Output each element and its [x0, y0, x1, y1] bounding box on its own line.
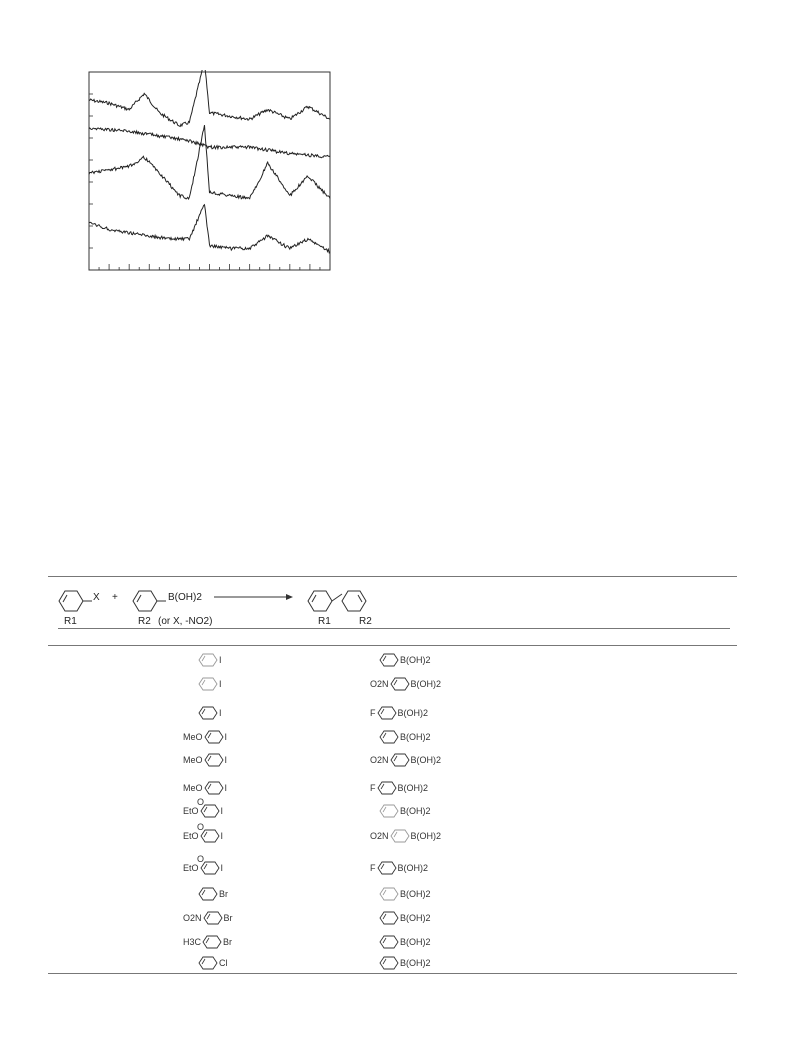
benzene-ring-icon [378, 955, 400, 971]
acid-ring [376, 707, 398, 717]
halide-right-substituent: I [224, 732, 228, 742]
halide-right-substituent: I [219, 708, 222, 718]
halide-structure [183, 854, 224, 876]
acid-right-substituent: B(OH)2 [410, 679, 442, 689]
series-line-2 [89, 128, 330, 158]
benzene-ring-icon [197, 886, 219, 902]
halide-structure [183, 780, 227, 796]
xrd-chart [80, 70, 336, 280]
plus-sign: + [112, 592, 118, 603]
acid-structure [378, 910, 431, 926]
acid-structure [378, 803, 431, 819]
benzene-ring-icon [378, 652, 400, 668]
biphenyl-product [304, 584, 384, 616]
boronic-acid-ring [126, 586, 168, 616]
benzene-ring-icon [197, 676, 219, 692]
acid-right-substituent: B(OH)2 [410, 755, 442, 765]
halide-structure [183, 822, 224, 844]
halide-structure [197, 886, 228, 902]
acid-right-substituent: B(OH)2 [400, 655, 431, 665]
acid-right-substituent: B(OH)2 [397, 863, 429, 873]
acid-ring [389, 678, 411, 688]
halide-ring [197, 957, 219, 967]
series-line-4 [89, 205, 330, 253]
halide-right-substituent: Br [223, 937, 233, 947]
acid-right-substituent: B(OH)2 [397, 783, 429, 793]
halide-ring [201, 936, 223, 946]
product-r1: R1 [318, 616, 331, 627]
halide-right-substituent: I [220, 863, 224, 873]
benzene-ring-icon [389, 676, 411, 692]
table-bottom-rule [48, 973, 737, 974]
acid-ring [378, 654, 400, 664]
benzene-ring-icon [197, 705, 219, 721]
halide-right-substituent: I [219, 655, 222, 665]
halide-ring [202, 912, 224, 922]
halide-right-substituent: Br [219, 889, 228, 899]
acid-structure [370, 676, 441, 692]
benzene-ring-icon [389, 752, 411, 768]
reaction-arrow [214, 592, 294, 602]
acid-left-substituent: O2N [370, 831, 389, 841]
halide-carbonyl-o: O [197, 854, 205, 864]
halide-structure [183, 934, 232, 950]
reactant2-boh2: B(OH)2 [168, 592, 202, 603]
acid-left-substituent: F [370, 783, 376, 793]
acid-structure [370, 860, 428, 876]
halide-right-substituent: Br [223, 913, 233, 923]
benzene-ring-icon [376, 860, 398, 876]
acid-right-substituent: B(OH)2 [400, 958, 431, 968]
acid-ring [378, 805, 400, 815]
halide-left-substituent: O2N [183, 913, 202, 923]
series-line-1 [89, 70, 330, 127]
acid-left-substituent: O2N [370, 755, 389, 765]
halide-right-substituent: Cl [219, 958, 228, 968]
halide-ring [197, 888, 219, 898]
reactant1-x: X [93, 592, 100, 603]
acid-right-substituent: B(OH)2 [410, 831, 442, 841]
halide-structure [183, 729, 227, 745]
acid-right-substituent: B(OH)2 [400, 732, 431, 742]
halide-ring [197, 654, 219, 664]
halide-right-substituent: I [220, 806, 224, 816]
acid-structure [370, 780, 428, 796]
halide-structure [183, 752, 227, 768]
acid-structure [378, 886, 431, 902]
halide-right-substituent: I [220, 831, 224, 841]
halide-ring [197, 678, 219, 688]
halide-left-substituent: MeO [183, 783, 203, 793]
aryl-halide-ring [52, 586, 92, 616]
halide-structure [183, 797, 224, 819]
acid-ring [376, 862, 398, 872]
halide-ring [203, 782, 225, 792]
halide-left-substituent: H3C [183, 937, 202, 947]
acid-ring [389, 754, 411, 764]
reactant1-r1: R1 [64, 616, 77, 627]
acid-structure [370, 705, 428, 721]
acid-ring [378, 936, 400, 946]
benzene-ring-icon [197, 955, 219, 971]
acid-right-substituent: B(OH)2 [400, 889, 431, 899]
reactant2-r2: R2 [138, 616, 151, 627]
benzene-ring-icon [376, 705, 398, 721]
halide-ring [203, 731, 225, 741]
benzene-ring-icon [378, 886, 400, 902]
halide-structure [197, 676, 222, 692]
halide-carbonyl-o: O [197, 797, 205, 807]
halide-structure [197, 955, 228, 971]
series-line-3 [89, 125, 330, 199]
benzene-ring-icon [202, 910, 224, 926]
halide-structure [197, 652, 222, 668]
halide-right-substituent: I [224, 783, 228, 793]
acid-ring [378, 912, 400, 922]
halide-structure [197, 705, 222, 721]
halide-left-substituent: EtO [183, 831, 199, 841]
acid-right-substituent: B(OH)2 [400, 913, 431, 923]
halide-ring [197, 707, 219, 717]
acid-structure [378, 729, 431, 745]
acid-left-substituent: O2N [370, 679, 389, 689]
benzene-ring-icon [389, 828, 411, 844]
acid-ring [378, 957, 400, 967]
reaction-scheme [48, 580, 737, 630]
acid-right-substituent: B(OH)2 [400, 806, 431, 816]
benzene-ring-icon [378, 934, 400, 950]
halide-carbonyl-o: O [197, 822, 205, 832]
halide-left-substituent: EtO [183, 863, 199, 873]
reactant2-note: (or X, -NO2) [158, 616, 213, 627]
scheme-bottom-rule [58, 628, 730, 629]
acid-left-substituent: F [370, 863, 376, 873]
halide-ring [203, 754, 225, 764]
benzene-ring-icon [203, 780, 225, 796]
benzene-ring-icon [378, 910, 400, 926]
table-top-rule [48, 576, 737, 577]
benzene-ring-icon [197, 652, 219, 668]
halide-left-substituent: EtO [183, 806, 199, 816]
benzene-ring-icon [201, 934, 223, 950]
acid-structure [378, 652, 431, 668]
acid-right-substituent: B(OH)2 [400, 937, 431, 947]
acid-ring [378, 731, 400, 741]
benzene-ring-icon [378, 803, 400, 819]
acid-structure [378, 955, 431, 971]
benzene-ring-icon [378, 729, 400, 745]
acid-structure [370, 752, 441, 768]
benzene-ring-icon [203, 752, 225, 768]
benzene-ring-icon [203, 729, 225, 745]
acid-structure [370, 828, 441, 844]
acid-right-substituent: B(OH)2 [397, 708, 429, 718]
acid-ring [389, 830, 411, 840]
halide-right-substituent: I [224, 755, 228, 765]
acid-ring [378, 888, 400, 898]
acid-left-substituent: F [370, 708, 376, 718]
series-layer [89, 70, 330, 253]
acid-ring [376, 782, 398, 792]
product-r2: R2 [359, 616, 372, 627]
halide-structure [183, 910, 233, 926]
table-header-rule [48, 645, 737, 646]
halide-left-substituent: MeO [183, 755, 203, 765]
benzene-ring-icon [376, 780, 398, 796]
acid-structure [378, 934, 431, 950]
halide-right-substituent: I [219, 679, 222, 689]
halide-left-substituent: MeO [183, 732, 203, 742]
